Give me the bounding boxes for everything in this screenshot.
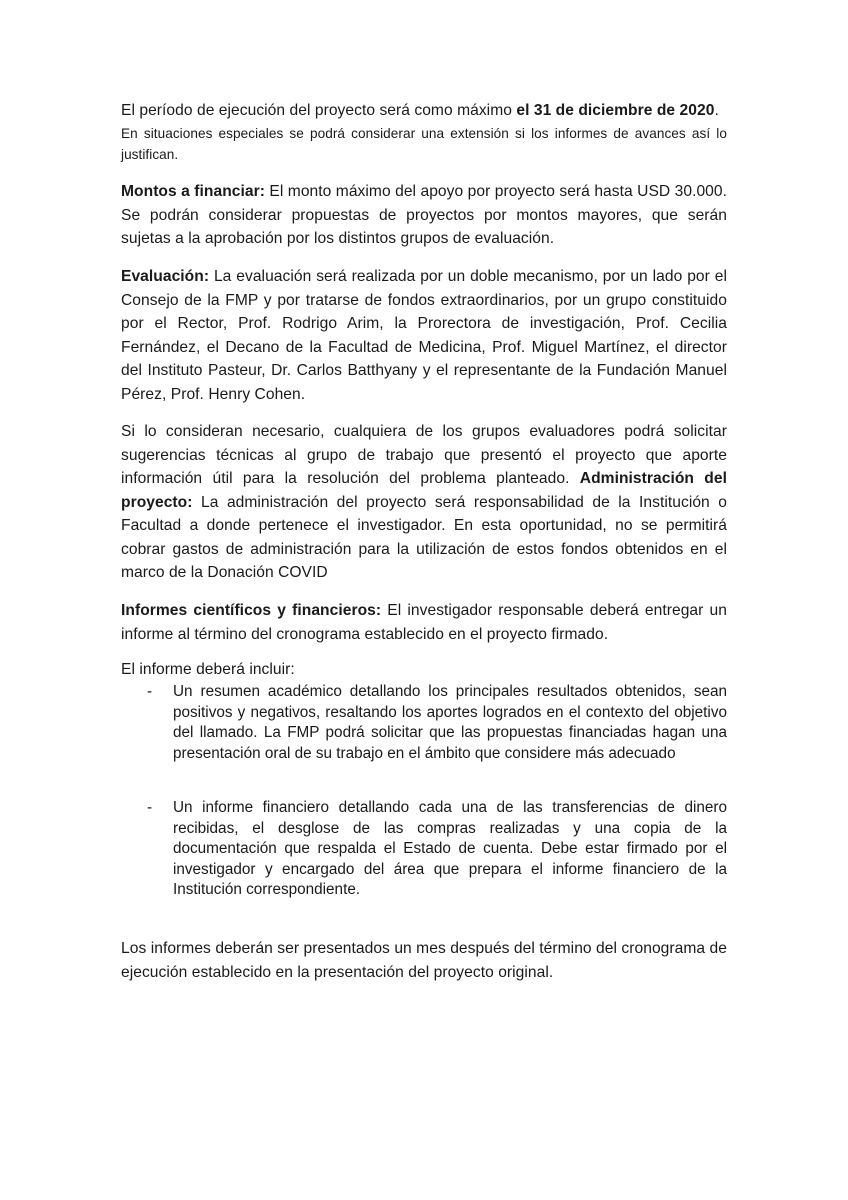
deadline-date: el 31 de diciembre de 2020	[516, 102, 715, 119]
list-item	[147, 798, 727, 901]
funding-amount-heading: Montos a financiar:	[121, 183, 265, 200]
administration-heading: Administración del proyecto:	[121, 470, 727, 511]
execution-period-paragraph	[121, 99, 727, 165]
evaluation-heading: Evaluación:	[121, 268, 210, 285]
dash-marker: -	[147, 799, 153, 816]
reports-paragraph	[121, 599, 727, 646]
administration-text: La administración del proyecto será responsabilidad de la Institución o Facultad a donde pertenece el investigador. En esta oportunidad, no se permitirá cobrar gastos de administración para la utilización de estos fondos obtenidos en el marco de la Donación COVID	[121, 493, 727, 581]
funding-amount-paragraph	[121, 180, 727, 251]
financial-report-text: Un informe financiero detallando cada una de las transferencias de dinero recibidas, el desglose de las compras realizadas y una copia de la documentación que respalda el Estado de cuenta. Debe estar firmado por el investigador y encargado del área que prepara el informe financiero de la Institución correspondiente.	[173, 799, 727, 899]
reports-heading: Informes científicos y financieros:	[121, 602, 382, 619]
execution-period-end: .	[714, 102, 719, 119]
academic-summary-text: Un resumen académico detallando los principales resultados obtenidos, sean positivos y negativos, resaltando los aportes logrados en el contexto del objetivo del llamado. La FMP podrá solicitar que las propuestas financiadas hagan una presentación oral de su trabajo en el ámbito que considere más adecuado	[173, 683, 727, 762]
reports-text: El investigador responsable deberá entregar un informe al término del cronograma establecido en el proyecto firmado.	[121, 602, 727, 643]
evaluation-text: La evaluación será realizada por un doble mecanismo, por un lado por el Consejo de la FMP y por tratarse de fondos extraordinarios, por un grupo constituido por el Rector, Prof. Rodrigo Arim, la Prorectora de investigación, Prof. Cecilia Fernández, el Decano de la Facultad de Medicina, Prof. Miguel Martínez, el director del Instituto Pasteur, Dr. Carlos Batthyany y el representante de la Fundación Manuel Pérez, Prof. Henry Cohen.	[121, 268, 727, 403]
report-includes-line: El informe deberá incluir:	[121, 661, 295, 678]
list-item	[147, 682, 727, 764]
dash-marker: -	[147, 683, 153, 700]
administration-paragraph	[121, 420, 727, 585]
technical-suggestions-text: Si lo consideran necesario, cualquiera de los grupos evaluadores podrá solicitar sugerencias técnicas al grupo de trabajo que presentó el proyecto que aporte información útil para la resolución del problema planteado.	[121, 423, 727, 487]
execution-period-text: El período de ejecución del proyecto será como máximo	[121, 102, 517, 119]
reports-deadline-paragraph: Los informes deberán ser presentados un mes después del término del cronograma de ejecución establecido en la presentación del proyecto original.	[121, 940, 727, 981]
funding-amount-text: El monto máximo del apoyo por proyecto será hasta USD 30.000. Se podrán considerar propuestas de proyectos por montos mayores, que serán sujetas a la aprobación por los distintos grupos de evaluación.	[121, 183, 728, 247]
extension-note: En situaciones especiales se podrá considerar una extensión si los informes de avances así lo justifican.	[121, 125, 727, 162]
evaluation-paragraph	[121, 265, 727, 406]
